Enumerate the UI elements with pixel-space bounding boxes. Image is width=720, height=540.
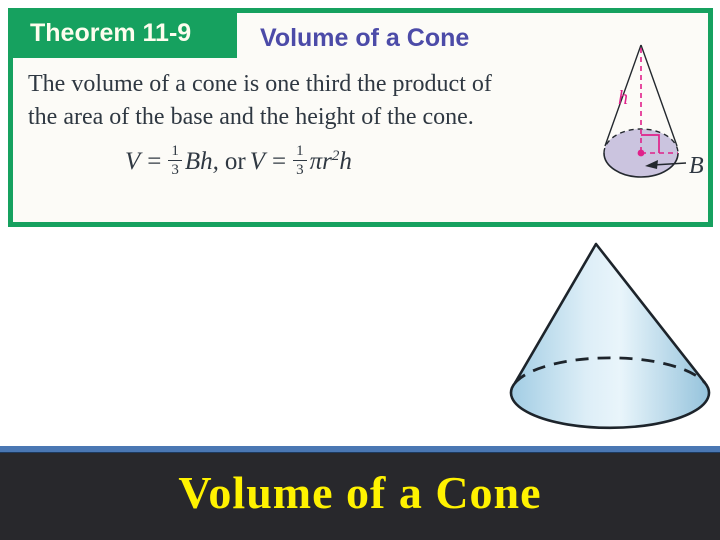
theorem-cone-diagram — [583, 37, 713, 189]
fraction-one-third: $\frac{1}{3}$ — [293, 143, 307, 178]
theorem-heading: Volume of a Cone — [260, 24, 470, 52]
formula-conjunction: or — [224, 148, 246, 176]
formula-var: V — [249, 148, 266, 176]
formula-equals: = — [272, 148, 287, 176]
formula-term: πr — [309, 148, 332, 176]
theorem-body-line: the area of the base and the height of the cone. — [28, 104, 474, 130]
theorem-body-line: The volume of a cone is one third the product of — [28, 71, 492, 97]
formula-term: Bh, — [184, 148, 219, 176]
theorem-box — [8, 8, 713, 227]
footer-bar — [0, 453, 720, 540]
cone-illustration — [500, 233, 720, 433]
formula-var: V — [125, 148, 141, 176]
formula-exponent: 2 — [331, 148, 340, 165]
formula-term: h — [339, 148, 352, 176]
theorem-tab-label: Theorem 11-9 — [30, 18, 192, 47]
volume-formula — [125, 143, 352, 181]
theorem-tab — [8, 8, 237, 58]
formula-equals: = — [147, 148, 162, 176]
height-label: h — [618, 87, 628, 109]
slide-title: Volume of a Cone — [178, 467, 542, 518]
base-center-dot — [638, 150, 645, 157]
fraction-one-third: $\frac{1}{3}$ — [168, 143, 182, 178]
cone-body — [511, 244, 709, 428]
base-label: B — [689, 153, 704, 179]
footer-divider — [0, 446, 720, 453]
theorem-body — [28, 68, 492, 134]
